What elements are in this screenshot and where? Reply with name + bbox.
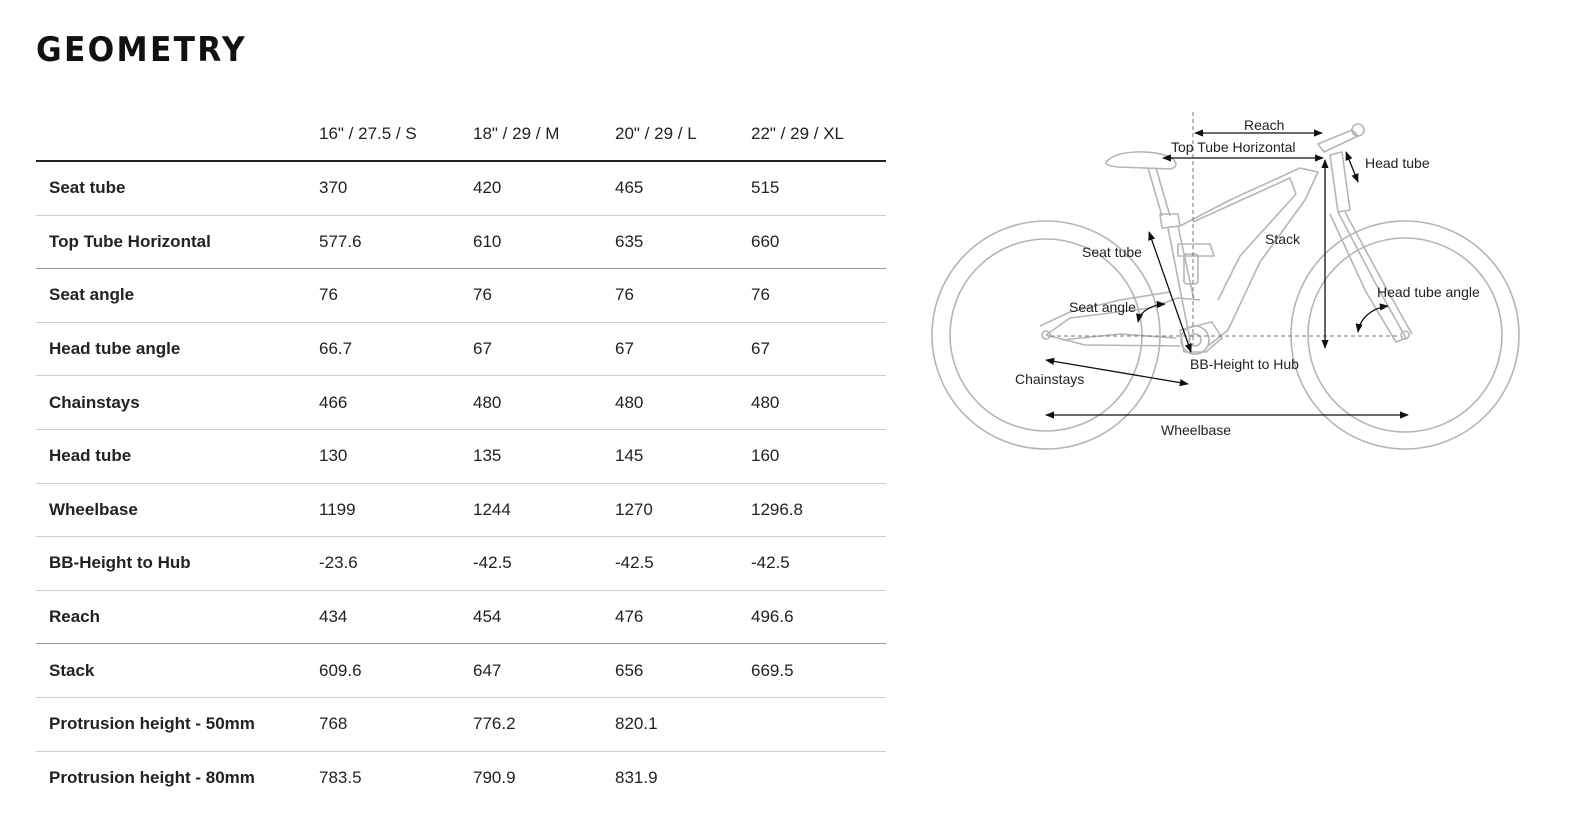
cell-value: 515 (751, 161, 886, 215)
cell-value: 635 (615, 215, 751, 269)
label-stack: Stack (1265, 231, 1301, 247)
label-chainstays: Chainstays (1015, 371, 1085, 387)
cell-value: 135 (473, 429, 615, 483)
cell-value: 776.2 (473, 697, 615, 751)
row-label: Head tube (36, 429, 319, 483)
cell-value: 145 (615, 429, 751, 483)
table-row (36, 322, 886, 376)
cell-value: 370 (319, 161, 473, 215)
cell-value (751, 697, 886, 751)
table-row (36, 537, 886, 591)
cell-value: 496.6 (751, 590, 886, 644)
geometry-table (36, 108, 886, 804)
row-label: Seat angle (36, 269, 319, 323)
cell-value: 610 (473, 215, 615, 269)
cell-value: 783.5 (319, 767, 362, 787)
table-row (36, 215, 886, 269)
cell-value: 790.9 (473, 767, 516, 787)
cell-value: 831.9 (615, 767, 658, 787)
cell-value: 66.7 (319, 322, 473, 376)
cell-value: 76 (615, 269, 751, 323)
header-size-l: 20" / 29 / L (615, 108, 751, 161)
label-head-tube: Head tube (1365, 155, 1430, 171)
cell-value: 420 (473, 161, 615, 215)
cell-value: 480 (751, 376, 886, 430)
cell-value: 434 (319, 590, 473, 644)
table-row (36, 697, 886, 751)
cell-value: 67 (473, 322, 615, 376)
row-label: Chainstays (36, 376, 319, 430)
row-label: Top Tube Horizontal (36, 215, 319, 269)
table-row (36, 429, 886, 483)
cell-value: 454 (473, 590, 615, 644)
header-size-s: 16" / 27.5 / S (319, 108, 473, 161)
cell-value: 466 (319, 376, 473, 430)
label-wheelbase: Wheelbase (1161, 422, 1232, 438)
cell-value: 669.5 (751, 644, 886, 698)
page-title: GEOMETRY (36, 30, 247, 70)
cell-value: 76 (751, 269, 886, 323)
cell-value: 67 (615, 322, 751, 376)
cell-value: 1199 (319, 483, 473, 537)
head-tube-angle-arrow (1358, 306, 1388, 332)
row-label: BB-Height to Hub (36, 537, 319, 591)
header-size-xl: 22" / 29 / XL (751, 108, 886, 161)
dimension-arrows (1046, 133, 1408, 415)
cell-value: 465 (615, 161, 751, 215)
table-row (36, 269, 886, 323)
row-label: Wheelbase (36, 483, 319, 537)
table-row (36, 483, 886, 537)
cell-value: 820.1 (615, 697, 751, 751)
row-label: Protrusion height - 50mm (36, 697, 319, 751)
cell-value: 656 (615, 644, 751, 698)
cell-value: 1296.8 (751, 483, 886, 537)
table-row (36, 751, 886, 804)
table-row (36, 161, 886, 215)
bike-geometry-diagram (928, 105, 1528, 465)
seat-tube-arrow (1149, 232, 1191, 352)
cell-value (751, 751, 886, 804)
cell-value: 768 (319, 697, 473, 751)
seat-angle-arrow (1138, 304, 1165, 322)
label-reach: Reach (1244, 117, 1285, 133)
label-seat-tube: Seat tube (1082, 244, 1142, 260)
header-empty (36, 108, 319, 161)
cell-value: 480 (473, 376, 615, 430)
row-label: Seat tube (36, 161, 319, 215)
cell-value: 609.6 (319, 644, 473, 698)
label-top-tube-horizontal: Top Tube Horizontal (1171, 139, 1296, 155)
cell-value: 647 (473, 644, 615, 698)
label-bb-height-to-hub: BB-Height to Hub (1190, 356, 1299, 372)
table-row (36, 376, 886, 430)
row-label: Protrusion height - 80mm (49, 767, 255, 787)
cell-value: 1270 (615, 483, 751, 537)
cell-value: 1244 (473, 483, 615, 537)
table-header-row (36, 108, 886, 161)
label-head-tube-angle: Head tube angle (1377, 284, 1480, 300)
cell-value: 480 (615, 376, 751, 430)
table-row (36, 590, 886, 644)
label-seat-angle: Seat angle (1069, 299, 1136, 315)
cell-value: 476 (615, 590, 751, 644)
head-tube-arrow (1346, 152, 1358, 182)
cell-value: 160 (751, 429, 886, 483)
row-label: Stack (36, 644, 319, 698)
cell-value: 660 (751, 215, 886, 269)
cell-value: 76 (319, 269, 473, 323)
cell-value: -42.5 (615, 537, 751, 591)
cell-value: -42.5 (473, 537, 615, 591)
row-label: Head tube angle (36, 322, 319, 376)
cell-value: 76 (473, 269, 615, 323)
header-size-m: 18" / 29 / M (473, 108, 615, 161)
row-label: Reach (36, 590, 319, 644)
cell-value: 130 (319, 429, 473, 483)
cell-value: -23.6 (319, 537, 473, 591)
table-row (36, 644, 886, 698)
cell-value: 577.6 (319, 215, 473, 269)
cell-value: -42.5 (751, 537, 886, 591)
cell-value: 67 (751, 322, 886, 376)
